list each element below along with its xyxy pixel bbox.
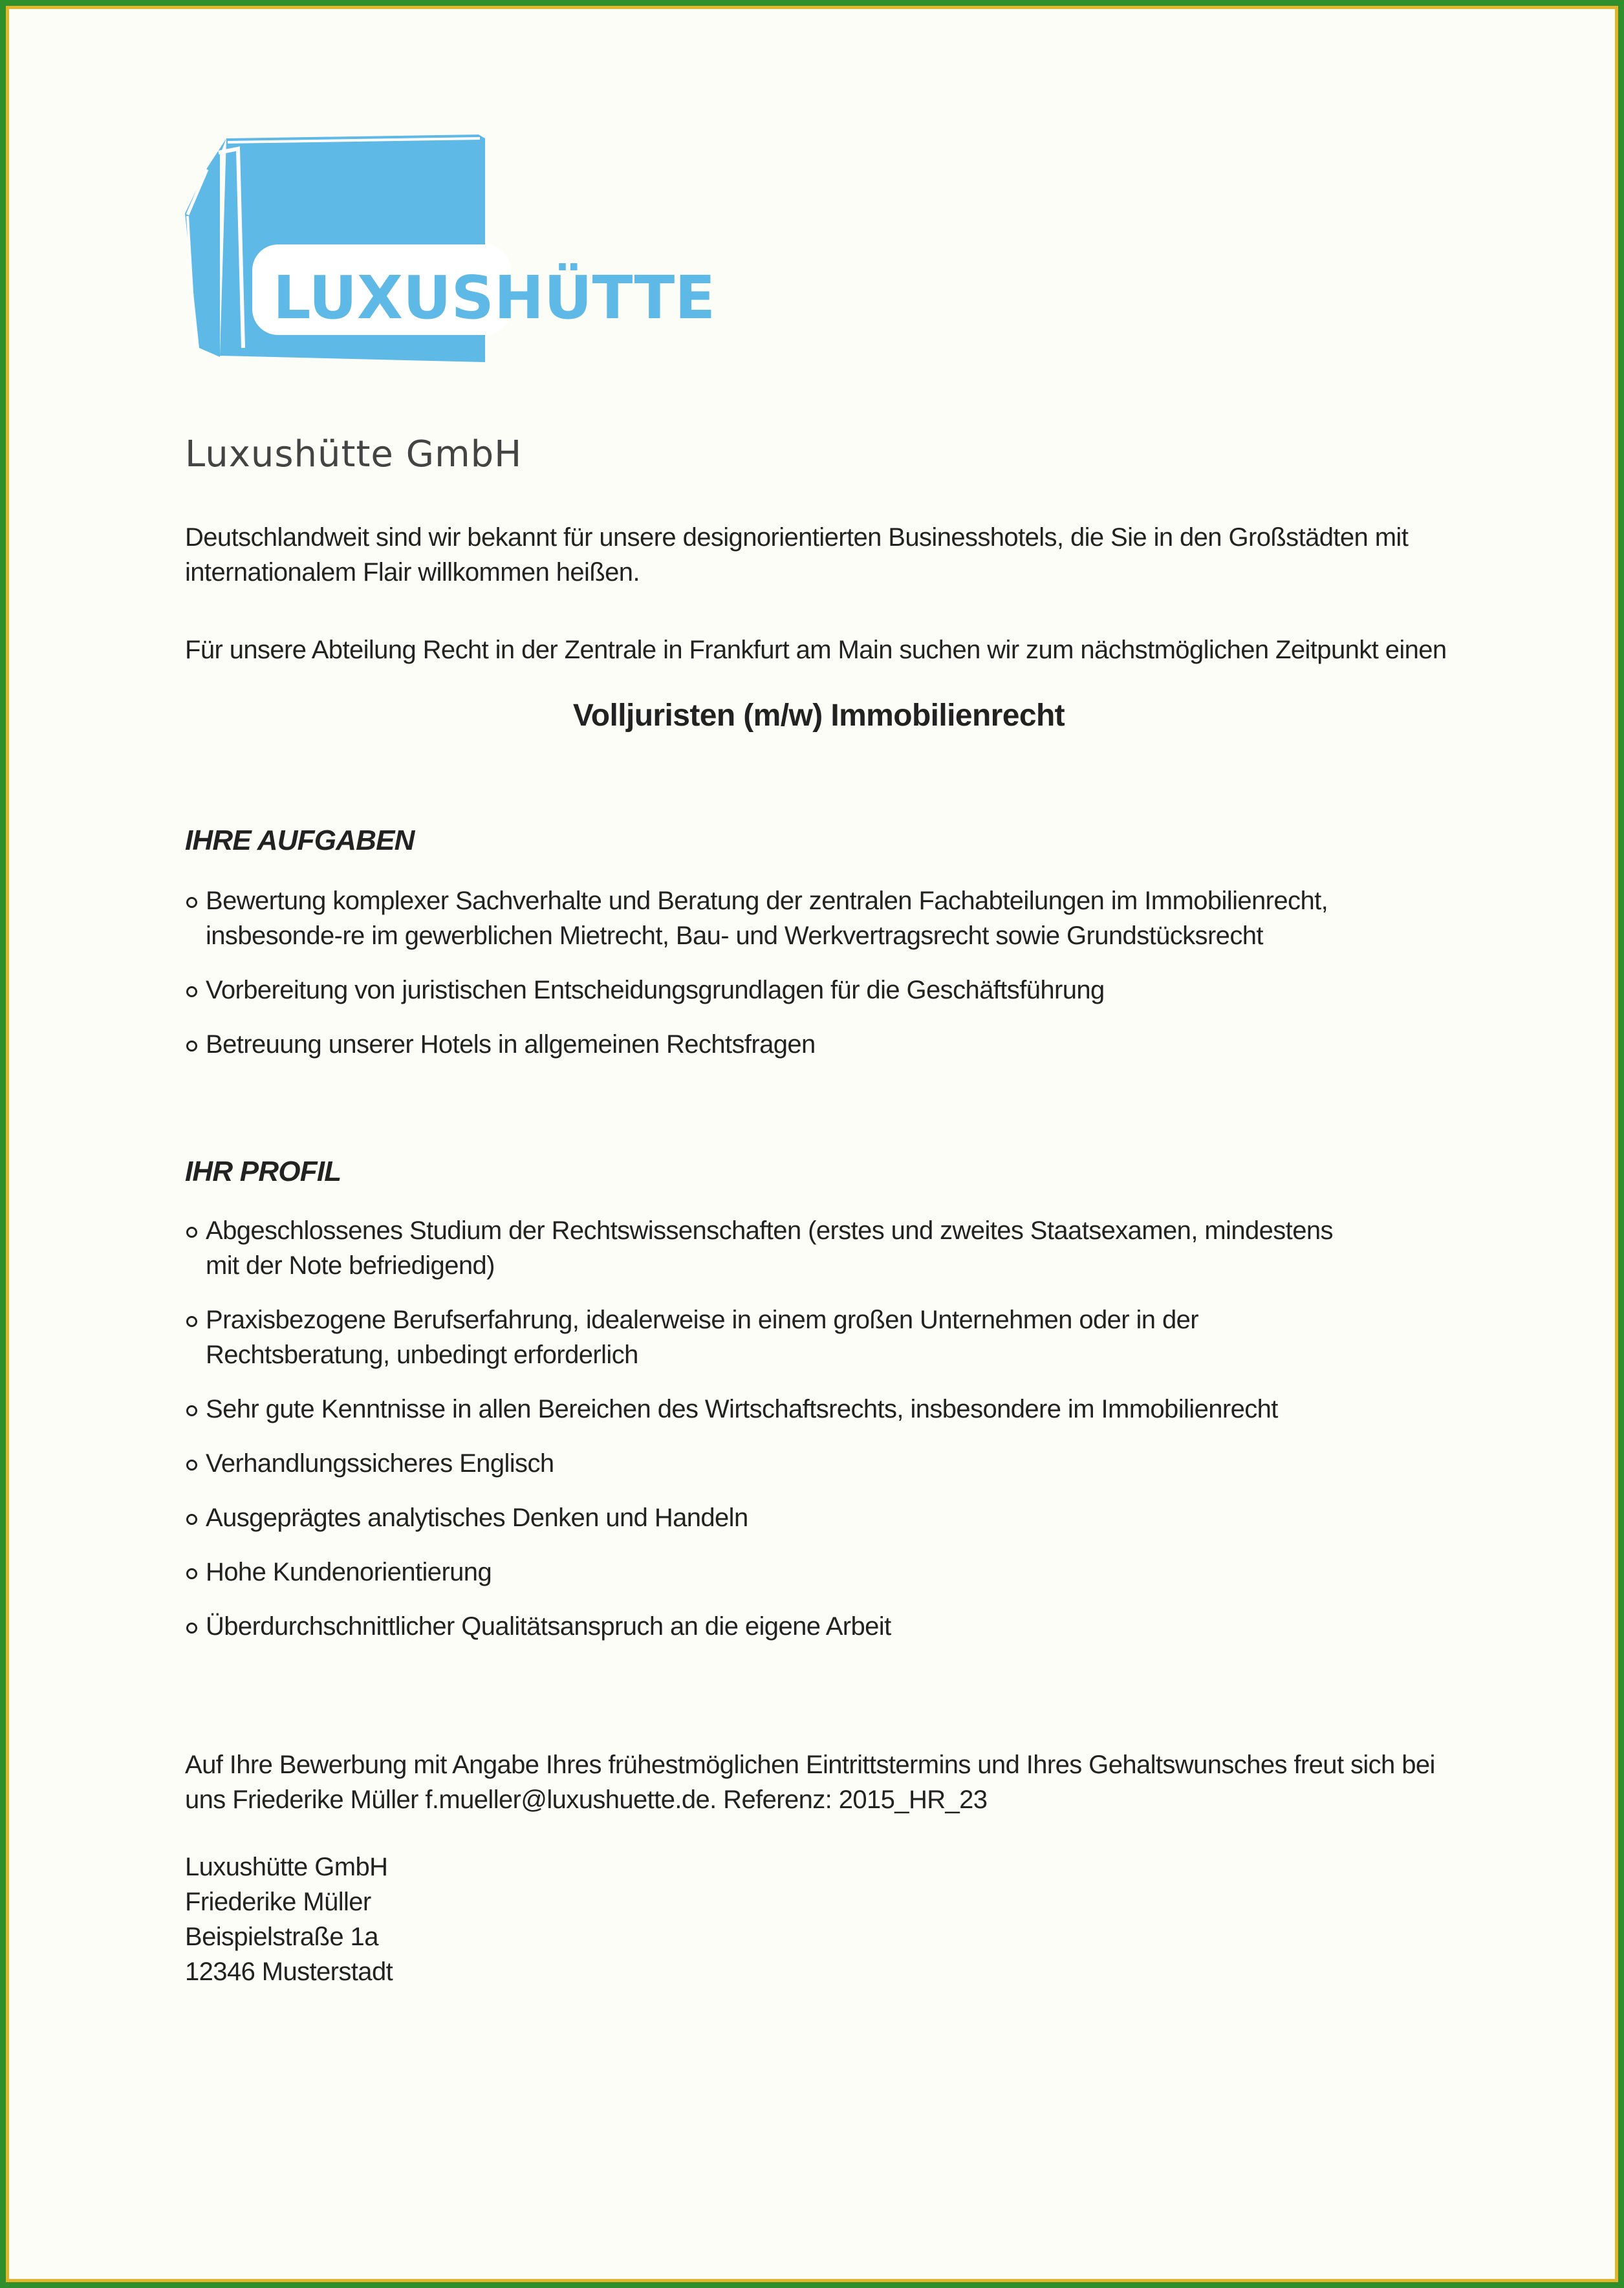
bullet-circle-icon [186, 1316, 197, 1327]
profile-list [185, 1213, 1362, 1663]
list-item: Bewertung komplexer Sachverhalte und Beratung der zentralen Fachabteilungen im Immobilienrecht, insbesonde-re im gewerblichen Mietrecht, Bau- und Werkvertragsrecht sowie Grundstücksrecht [185, 883, 1453, 953]
address-street: Beispielstraße 1a [185, 1923, 378, 1951]
company-title: Luxushütte GmbH [185, 433, 523, 475]
list-item: Hohe Kundenorientierung [185, 1555, 1362, 1590]
job-title: Volljuristen (m/w) Immobilienrecht [572, 698, 1065, 733]
closing-text: Auf Ihre Bewerbung mit Angabe Ihres frühestmöglichen Eintrittstermins und Ihres Gehaltswunsches freut sich bei uns Friederike Müller f.mueller@luxushuette.de. Referenz: 2015_HR_23 [185, 1751, 1435, 1814]
logo-text: LUXUSHÜTTE [273, 263, 716, 332]
search-line: Für unsere Abteilung Recht in der Zentrale in Frankfurt am Main suchen wir zum nächstmöglichen Zeitpunkt einen [185, 636, 1447, 664]
intro-text: Deutschlandweit sind wir bekannt für unsere designorientierten Businesshotels, die Sie in den Großstädten mit internationalem Flair willkommen heißen. [185, 523, 1409, 587]
luxushuette-logo [181, 129, 716, 369]
contact-address [185, 1850, 393, 1989]
bullet-circle-icon [186, 1514, 197, 1525]
profile-heading: IHR PROFIL [185, 1156, 341, 1187]
list-item: Überdurchschnittlicher Qualitätsanspruch an die eigene Arbeit [185, 1609, 1362, 1644]
tasks-list [185, 883, 1453, 1081]
bullet-circle-icon [186, 1460, 197, 1471]
bullet-circle-icon [186, 1227, 197, 1238]
tasks-heading: IHRE AUFGABEN [185, 825, 415, 856]
list-item: Praxisbezogene Berufserfahrung, idealerweise in einem großen Unternehmen oder in der Rechtsberatung, unbedingt erforderlich [185, 1302, 1362, 1372]
list-item: Ausgeprägtes analytisches Denken und Handeln [185, 1500, 1362, 1535]
address-company: Luxushütte GmbH [185, 1853, 388, 1881]
address-name: Friederike Müller [185, 1888, 371, 1916]
bullet-circle-icon [186, 1405, 197, 1416]
address-city: 12346 Musterstadt [185, 1958, 393, 1986]
bullet-circle-icon [186, 986, 197, 997]
list-item: Sehr gute Kenntnisse in allen Bereichen des Wirtschaftsrechts, insbesondere im Immobilienrecht [185, 1392, 1362, 1427]
list-item: Abgeschlossenes Studium der Rechtswissenschaften (erstes und zweites Staatsexamen, mindestens mit der Note befriedigend) [185, 1213, 1362, 1283]
bullet-circle-icon [186, 897, 197, 908]
list-item: Betreuung unserer Hotels in allgemeinen Rechtsfragen [185, 1027, 1453, 1062]
bullet-circle-icon [186, 1041, 197, 1052]
bullet-circle-icon [186, 1623, 197, 1634]
bullet-circle-icon [186, 1568, 197, 1579]
list-item: Vorbereitung von juristischen Entscheidungsgrundlagen für die Geschäftsführung [185, 973, 1453, 1008]
list-item: Verhandlungssicheres Englisch [185, 1446, 1362, 1481]
